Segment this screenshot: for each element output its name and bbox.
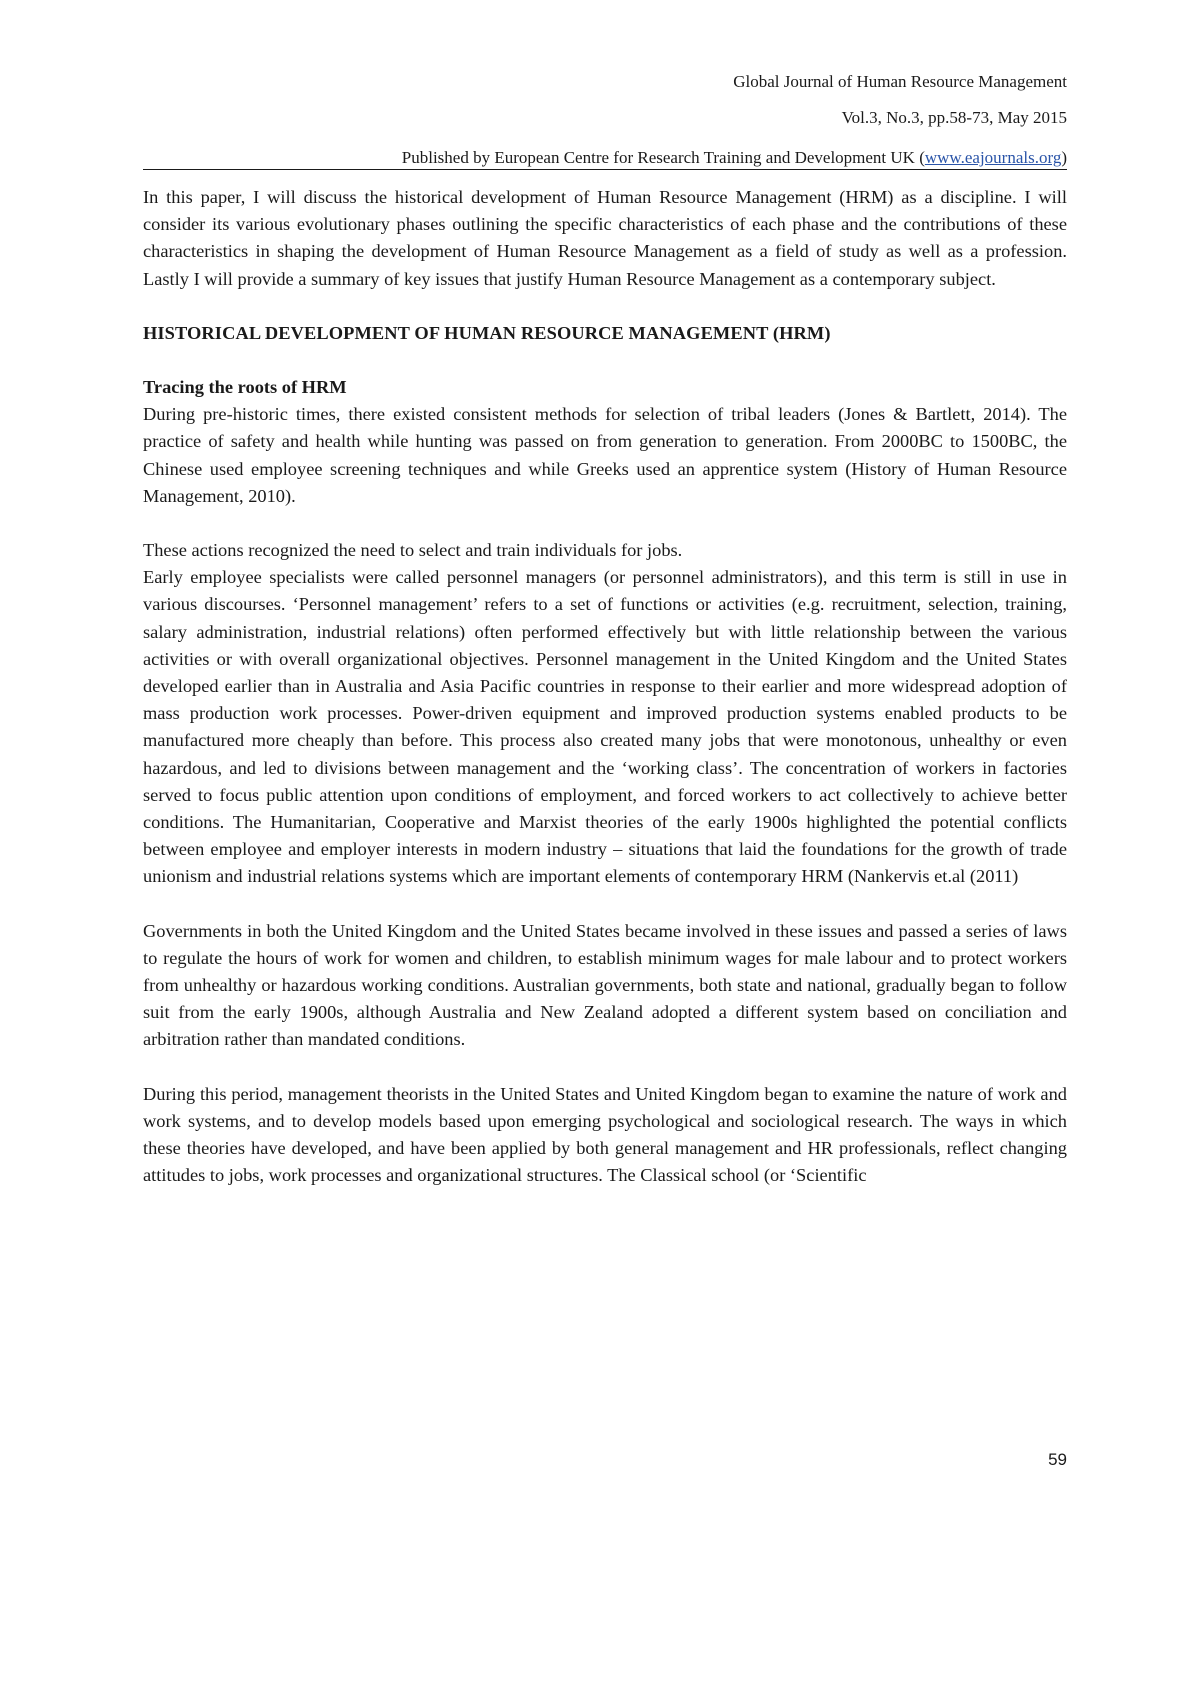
publisher-line <box>143 148 1067 170</box>
paragraph-2: These actions recognized the need to select and train individuals for jobs. <box>143 540 683 561</box>
publisher-prefix: Published by European Centre for Research Training and Development UK ( <box>401 148 925 167</box>
paragraph-4: Governments in both the United Kingdom and the United States became involved in these issues and passed a series of laws to regulate the hours of work for women and children, to establish minimum wages for male labour and to protect workers from unhealthy or hazardous working conditions. Australian governments, both state and national, gradually began to follow suit from the early 1900s, although Australia and New Zealand adopted a different system based on conciliation and arbitration rather than mandated conditions. <box>143 920 1067 1050</box>
volume-info: Vol.3, No.3, pp.58-73, May 2015 <box>841 108 1067 127</box>
publisher-suffix: ) <box>1061 148 1067 167</box>
paragraph-3: Early employee specialists were called personnel managers (or personnel administrators), and this term is still in use in various discourses. ‘Personnel management’ refers to a set of functions or activities (e.g. recruitment, selection, training, salary administration, industrial relations) often performed effectively but with little relationship between the various activities or with overall organizational objectives. Personnel management in the United Kingdom and the United States developed earlier than in Australia and Asia Pacific countries in response to their earlier and more widespread adoption of mass production work processes. Power-driven equipment and improved production systems enabled products to be manufactured more cheaply than before. This process also created many jobs that were monotonous, unhealthy or even hazardous, and led to divisions between management and the ‘working class’. The concentration of workers in factories served to focus public attention upon conditions of employment, and forced workers to act collectively to achieve better conditions. The Humanitarian, Cooperative and Marxist theories of the early 1900s highlighted the potential conflicts between employee and employer interests in modern industry – situations that laid the foundations for the growth of trade unionism and industrial relations systems which are important elements of contemporary HRM (Nankervis et.al (2011) <box>143 567 1067 887</box>
intro-paragraph: In this paper, I will discuss the historical development of Human Resource Management (HRM) as a discipline. I will consider its various evolutionary phases outlining the specific characteristics of each phase and the contributions of these characteristics in shaping the development of Human Resource Management as a field of study as well as a profession. Lastly I will provide a summary of key issues that justify Human Resource Management as a contemporary subject. <box>143 187 1067 289</box>
publisher-link[interactable]: www.eajournals.org <box>924 148 1062 167</box>
journal-title: Global Journal of Human Resource Management <box>733 72 1067 91</box>
paragraph-1: During pre-historic times, there existed consistent methods for selection of tribal leaders (Jones & Bartlett, 2014). The practice of safety and health while hunting was passed on from generation to generation. From 2000BC to 1500BC, the Chinese used employee screening techniques and while Greeks used an apprentice system (History of Human Resource Management, 2010). <box>143 404 1067 506</box>
subsection-heading: Tracing the roots of HRM <box>143 377 347 398</box>
body-text <box>143 184 1067 1190</box>
section-heading: HISTORICAL DEVELOPMENT OF HUMAN RESOURCE MANAGEMENT (HRM) <box>143 322 831 343</box>
paragraph-5: During this period, management theorists in the United States and United Kingdom began to examine the nature of work and work systems, and to develop models based upon emerging psychological and sociological research. The ways in which these theories have developed, and have been applied by both general management and HR professionals, reflect changing attitudes to jobs, work processes and organizational structures. The Classical school (or ‘Scientific <box>143 1083 1067 1186</box>
page-number: 59 <box>1048 1450 1067 1469</box>
